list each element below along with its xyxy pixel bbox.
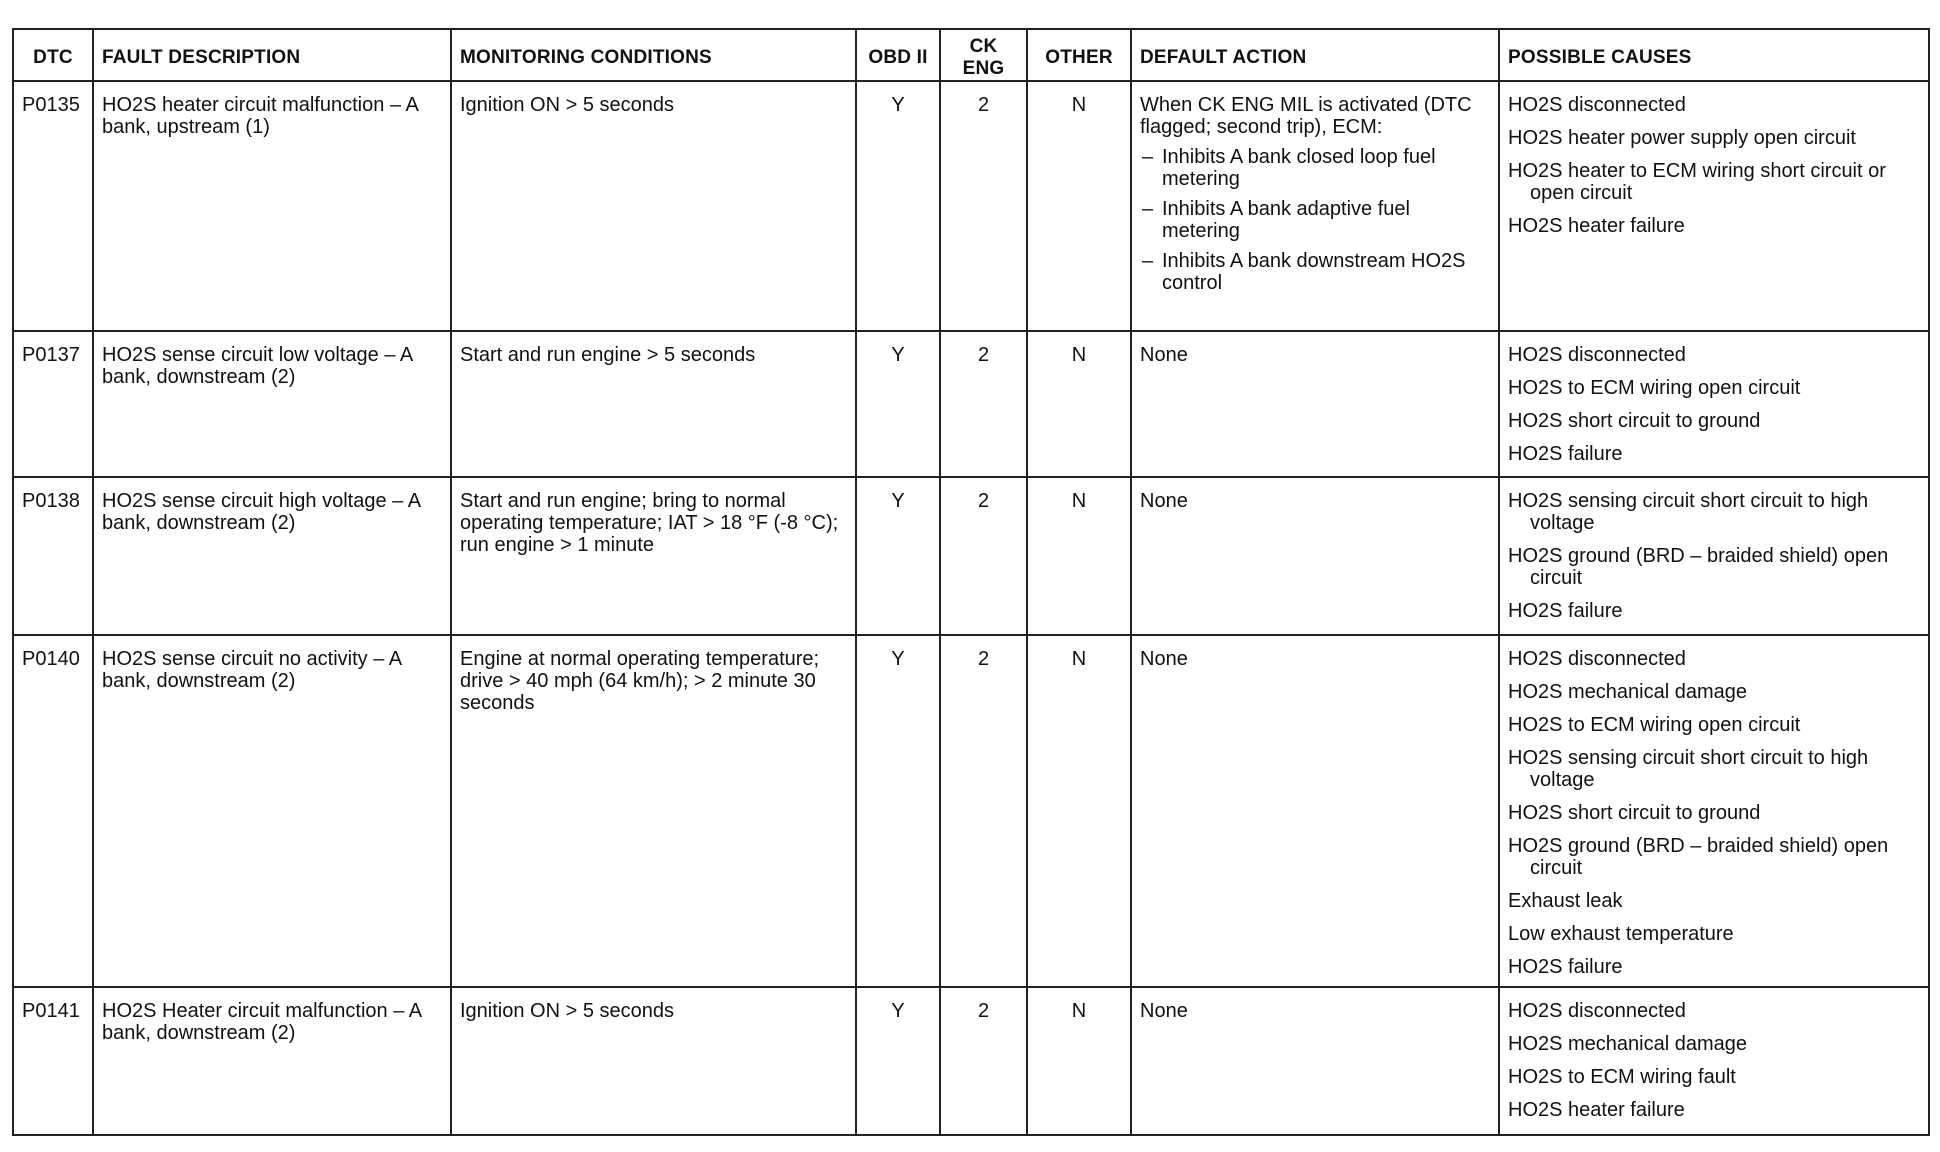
cause-item: HO2S to ECM wiring fault (1508, 1066, 1736, 1088)
cause-item: HO2S disconnected (1508, 344, 1686, 366)
other-value: N (1027, 81, 1131, 331)
table-row (13, 331, 1929, 477)
monitoring-conditions: Ignition ON > 5 seconds (451, 81, 856, 331)
default-action-text: When CK ENG MIL is activated (DTC flagged; second trip), ECM: (1140, 94, 1472, 138)
cause-item: HO2S failure (1508, 443, 1623, 465)
cause-item: HO2S heater failure (1508, 215, 1685, 237)
cause-item: Low exhaust temperature (1508, 923, 1734, 945)
monitoring-conditions: Start and run engine; bring to normal operating temperature; IAT > 18 °F (-8 °C); run engine > 1 minute (451, 477, 856, 635)
cause-item: HO2S short circuit to ground (1508, 802, 1761, 824)
fault-description: HO2S Heater circuit malfunction – A bank, downstream (2) (93, 987, 451, 1135)
default-action: None (1131, 331, 1499, 477)
possible-causes (1499, 477, 1929, 635)
cause-item: HO2S disconnected (1508, 94, 1686, 116)
default-action: None (1131, 477, 1499, 635)
fault-description: HO2S sense circuit no activity – A bank, downstream (2) (93, 635, 451, 987)
dtc-code: P0141 (13, 987, 93, 1135)
fault-description: HO2S sense circuit low voltage – A bank, downstream (2) (93, 331, 451, 477)
fault-description: HO2S heater circuit malfunction – A bank, upstream (1) (93, 81, 451, 331)
cause-item: HO2S to ECM wiring open circuit (1508, 377, 1801, 399)
ck-eng-value: 2 (940, 331, 1027, 477)
header-possible-causes: POSSIBLE CAUSES (1499, 29, 1929, 81)
dtc-code: P0138 (13, 477, 93, 635)
possible-causes (1499, 987, 1929, 1135)
cause-item: HO2S ground (BRD – braided shield) open circuit (1508, 835, 1889, 879)
other-value: N (1027, 477, 1131, 635)
cause-item: HO2S mechanical damage (1508, 1033, 1748, 1055)
dtc-code: P0137 (13, 331, 93, 477)
header-ck-eng: CK ENG (940, 29, 1027, 81)
dtc-code: P0135 (13, 81, 93, 331)
obd-ii-value: Y (856, 987, 940, 1135)
cause-item: HO2S ground (BRD – braided shield) open circuit (1508, 545, 1889, 589)
default-action-list (1140, 146, 1490, 294)
default-action: None (1131, 635, 1499, 987)
obd-ii-value: Y (856, 81, 940, 331)
ck-eng-value: 2 (940, 477, 1027, 635)
cause-item: HO2S disconnected (1508, 1000, 1686, 1022)
table-row (13, 81, 1929, 331)
cause-item: HO2S sensing circuit short circuit to high voltage (1508, 747, 1869, 791)
dtc-table (12, 28, 1930, 1136)
table-row (13, 635, 1929, 987)
cause-item: HO2S sensing circuit short circuit to high voltage (1508, 490, 1869, 534)
monitoring-conditions: Ignition ON > 5 seconds (451, 987, 856, 1135)
table-row (13, 477, 1929, 635)
cause-item: HO2S heater failure (1508, 1099, 1685, 1121)
header-other: OTHER (1027, 29, 1131, 81)
possible-causes (1499, 81, 1929, 331)
header-obd-ii: OBD II (856, 29, 940, 81)
header-dtc: DTC (13, 29, 93, 81)
default-action (1131, 81, 1499, 331)
fault-description: HO2S sense circuit high voltage – A bank, downstream (2) (93, 477, 451, 635)
header-monitoring-conditions: MONITORING CONDITIONS (451, 29, 856, 81)
ck-eng-value: 2 (940, 635, 1027, 987)
cause-item: HO2S failure (1508, 600, 1623, 622)
cause-item: HO2S mechanical damage (1508, 681, 1748, 703)
obd-ii-value: Y (856, 635, 940, 987)
obd-ii-value: Y (856, 331, 940, 477)
default-action-item: – Inhibits A bank closed loop fuel metering (1140, 146, 1490, 190)
default-action-item: – Inhibits A bank adaptive fuel metering (1140, 198, 1490, 242)
header-default-action: DEFAULT ACTION (1131, 29, 1499, 81)
possible-causes (1499, 635, 1929, 987)
cause-item: HO2S heater to ECM wiring short circuit or open circuit (1508, 160, 1886, 204)
cause-item: HO2S heater power supply open circuit (1508, 127, 1856, 149)
cause-item: HO2S to ECM wiring open circuit (1508, 714, 1801, 736)
default-action-item: – Inhibits A bank downstream HO2S control (1140, 250, 1490, 294)
monitoring-conditions: Engine at normal operating temperature; drive > 40 mph (64 km/h); > 2 minute 30 seconds (451, 635, 856, 987)
cause-item: HO2S disconnected (1508, 648, 1686, 670)
table-row (13, 987, 1929, 1135)
ck-eng-value: 2 (940, 987, 1027, 1135)
possible-causes (1499, 331, 1929, 477)
other-value: N (1027, 331, 1131, 477)
header-row (13, 29, 1929, 81)
dtc-code: P0140 (13, 635, 93, 987)
other-value: N (1027, 635, 1131, 987)
monitoring-conditions: Start and run engine > 5 seconds (451, 331, 856, 477)
ck-eng-value: 2 (940, 81, 1027, 331)
header-fault-description: FAULT DESCRIPTION (93, 29, 451, 81)
dtc-table-sheet (12, 28, 1930, 1136)
cause-item: HO2S short circuit to ground (1508, 410, 1761, 432)
other-value: N (1027, 987, 1131, 1135)
cause-item: HO2S failure (1508, 956, 1623, 978)
default-action: None (1131, 987, 1499, 1135)
cause-item: Exhaust leak (1508, 890, 1623, 912)
obd-ii-value: Y (856, 477, 940, 635)
